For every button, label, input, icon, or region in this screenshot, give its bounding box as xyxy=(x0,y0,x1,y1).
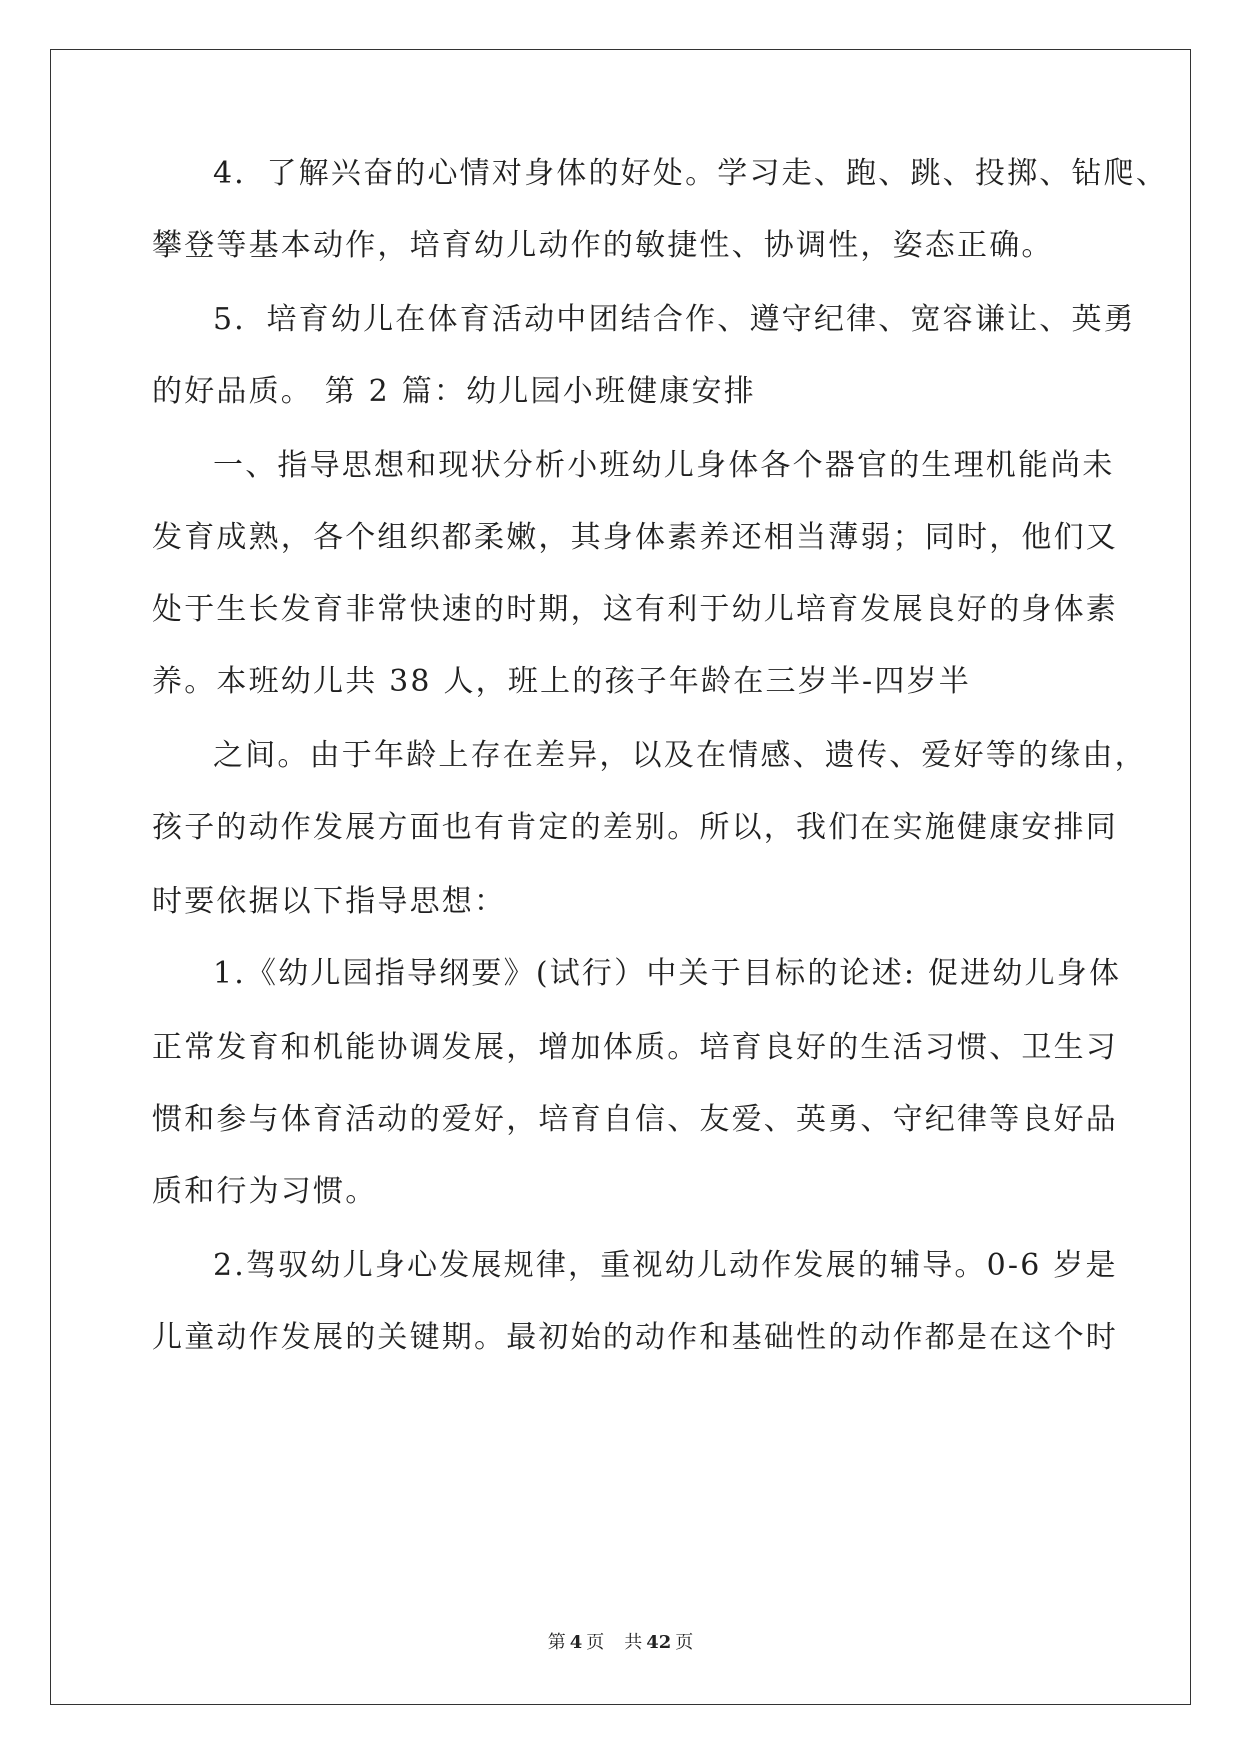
page-border xyxy=(50,49,1191,1705)
text-line: 4．了解兴奋的心情对身体的好处。学习走、跑、跳、投掷、钻爬、 xyxy=(213,156,1169,191)
text-line: 处于生长发育非常快速的时期，这有利于幼儿培育发展良好的身体素 xyxy=(152,592,1118,627)
footer-page-unit: 页 xyxy=(586,1632,605,1653)
text-line: 之间。由于年龄上存在差异，以及在情感、遗传、爱好等的缘由， xyxy=(213,738,1147,773)
text-line: 孩子的动作发展方面也有肯定的差别。所以，我们在实施健康安排同 xyxy=(152,810,1118,845)
text-line: 时要依据以下指导思想： xyxy=(152,884,507,919)
text-line: 儿童动作发展的关键期。最初始的动作和基础性的动作都是在这个时 xyxy=(152,1320,1118,1355)
text-line: 惯和参与体育活动的爱好，培育自信、友爱、英勇、守纪律等良好品 xyxy=(152,1102,1118,1137)
text-line: 养。本班幼儿共 38 人，班上的孩子年龄在三岁半-四岁半 xyxy=(152,664,971,699)
footer-total-pages: 42 xyxy=(646,1632,672,1653)
footer-page-prefix: 第 xyxy=(547,1632,566,1653)
page-footer xyxy=(0,1628,1241,1654)
text-line: 2.驾驭幼儿身心发展规律，重视幼儿动作发展的辅导。0-6 岁是 xyxy=(213,1248,1118,1283)
text-line: 5．培育幼儿在体育活动中团结合作、遵守纪律、宽容谦让、英勇 xyxy=(213,302,1136,337)
text-line: 攀登等基本动作，培育幼儿动作的敏捷性、协调性，姿态正确。 xyxy=(152,228,1054,263)
footer-page-number: 4 xyxy=(569,1632,583,1653)
text-line: 质和行为习惯。 xyxy=(152,1174,378,1209)
text-line: 一、指导思想和现状分析小班幼儿身体各个器官的生理机能尚未 xyxy=(213,448,1115,483)
text-line: 正常发育和机能协调发展，增加体质。培育良好的生活习惯、卫生习 xyxy=(152,1030,1118,1065)
text-line: 发育成熟，各个组织都柔嫩，其身体素养还相当薄弱；同时，他们又 xyxy=(152,520,1118,555)
text-line: 1.《幼儿园指导纲要》(试行）中关于目标的论述: 促进幼儿身体 xyxy=(213,956,1122,991)
text-line: 的好品质。 第 2 篇：幼儿园小班健康安排 xyxy=(152,374,756,409)
footer-total-prefix: 共 xyxy=(624,1632,643,1653)
footer-total-unit: 页 xyxy=(675,1632,694,1653)
